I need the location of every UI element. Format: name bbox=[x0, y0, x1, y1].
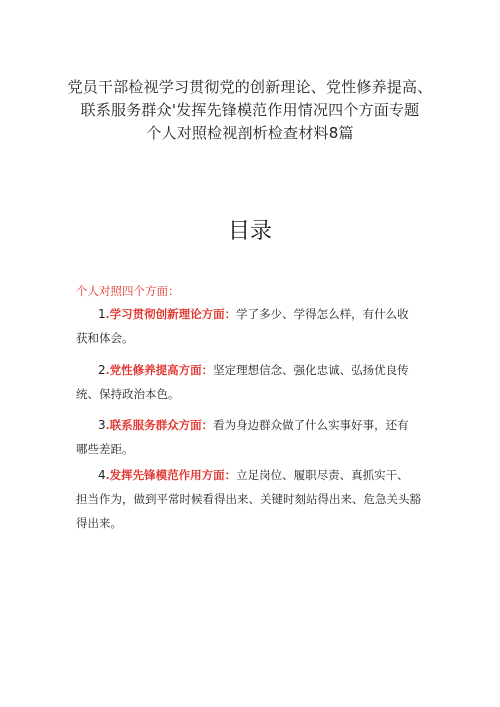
toc-item-continuation: 获和体会。 bbox=[76, 331, 134, 345]
document-title-line-3: 个人对照检视剖析检查材料8篇 bbox=[146, 124, 354, 142]
toc-item-continuation: 担当作为，做到平常时候看得出来、关键时刻站得出来、危急关头豁 bbox=[76, 492, 421, 506]
toc-item-2 bbox=[76, 358, 428, 406]
toc-item-continuation: 统、保持政治本色。 bbox=[76, 387, 180, 401]
toc-item-heading: .党性修养提高方面： bbox=[105, 363, 214, 377]
toc-item-heading: .学习贯彻创新理论方面： bbox=[105, 307, 237, 321]
toc-item-number: 3 bbox=[98, 418, 106, 432]
toc-item-heading: .联系服务群众方面： bbox=[105, 418, 214, 432]
toc-item-3 bbox=[76, 413, 428, 461]
document-title-line-2: 联系服务群众'发挥先锋模范作用情况四个方面专题 bbox=[80, 101, 420, 119]
toc-item-text: 立足岗位、履职尽责、真抓实干、 bbox=[236, 468, 409, 482]
toc-item-first-line bbox=[76, 463, 428, 487]
toc-item-first-line bbox=[76, 358, 428, 382]
toc-item-continuation: 得出来。 bbox=[76, 516, 122, 530]
toc-item-1 bbox=[76, 302, 428, 350]
toc-heading: 目录 bbox=[227, 219, 272, 244]
toc-intro: 个人对照四个方面： bbox=[76, 284, 180, 298]
toc-item-number: 2 bbox=[98, 363, 106, 377]
toc-item-number: 4 bbox=[98, 468, 106, 482]
toc-item-text: 学了多少、学得怎么样，有什么收 bbox=[236, 307, 409, 321]
document-title-line-1: 党员干部检视学习贯彻党的创新理论、党性修养提高、 bbox=[67, 78, 433, 96]
toc-item-number: 1 bbox=[98, 307, 106, 321]
toc-item-continuation: 哪些差距。 bbox=[76, 442, 134, 456]
toc-item-4 bbox=[76, 463, 428, 535]
toc-item-text: 看为身边群众做了什么实事好事，还有 bbox=[213, 418, 409, 432]
toc-item-text: 坚定理想信念、强化忠诚、弘扬优良传 bbox=[213, 363, 409, 377]
toc-item-first-line bbox=[76, 413, 428, 437]
toc-item-first-line bbox=[76, 302, 428, 326]
toc-item-heading: .发挥先锋模范作用方面： bbox=[105, 468, 237, 482]
